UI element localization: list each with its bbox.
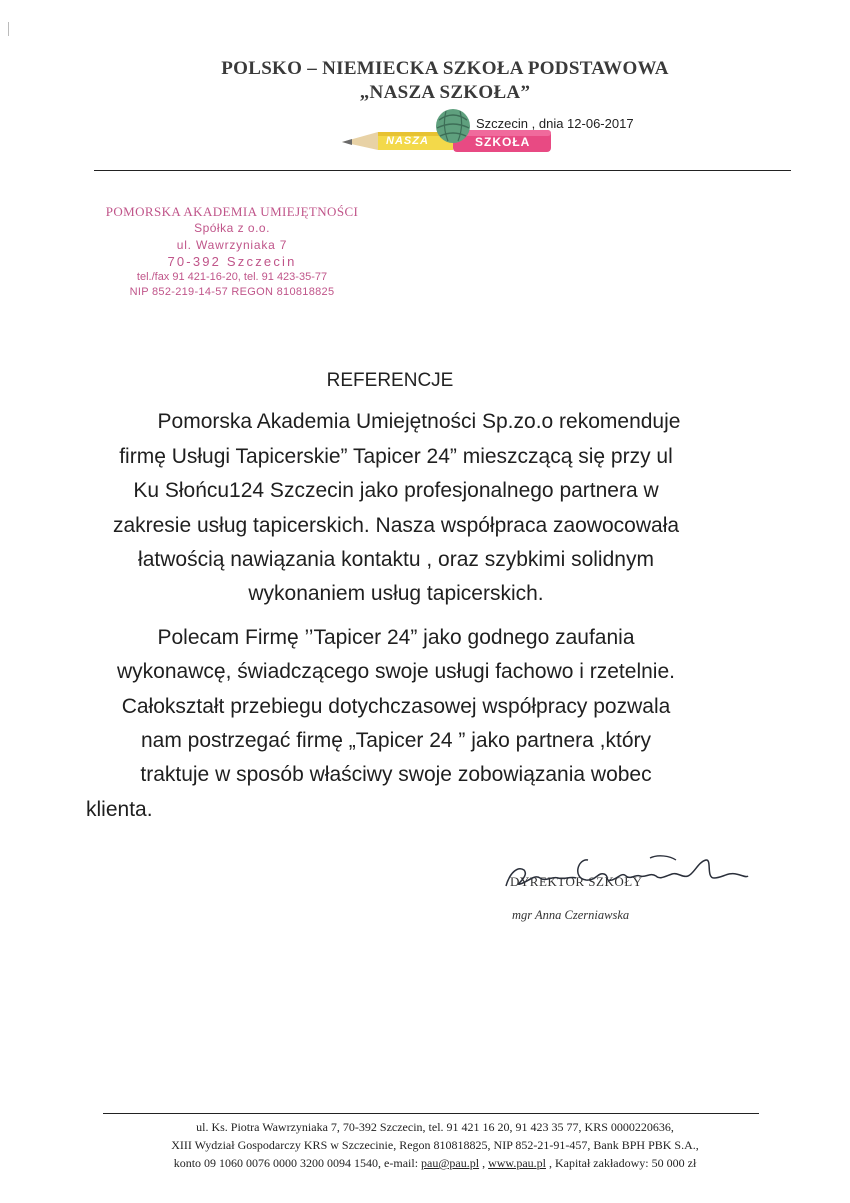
footer-bank-account: konto 09 1060 0076 0000 3200 0094 1540, e-mail:	[173, 1156, 422, 1170]
stamp-company-name: POMORSKA AKADEMIA UMIEJĘTNOŚCI	[105, 204, 359, 219]
signature-caption: DYREKTOR SZKOŁY	[510, 874, 643, 889]
stamp-nip-regon: NIP 852-219-14-57 REGON 810818825	[129, 286, 335, 298]
paragraph-line: firmę Usługi Tapicerskie” Tapicer 24” mieszczącą się przy ul	[119, 445, 673, 468]
paragraph-line: wykonaniem usług tapicerskich.	[248, 582, 544, 605]
footer-separator: ,	[479, 1156, 489, 1170]
paragraph-line: Ku Słońcu124 Szczecin jako profesjonalnego partnera w	[133, 479, 659, 502]
stamp-phone: tel./fax 91 421-16-20, tel. 91 423-35-77	[136, 271, 328, 283]
school-name-line2: „NASZA SZKOŁA”	[359, 82, 531, 103]
scan-edge-mark	[8, 22, 9, 36]
paragraph-line: Całokształt przebiegu dotychczasowej współpracy pozwala	[121, 695, 671, 718]
document-date: Szczecin , dnia 12-06-2017	[476, 116, 634, 131]
footer-email-link[interactable]: pau@pau.pl	[421, 1156, 480, 1170]
footer-divider	[103, 1113, 759, 1114]
stamp-company-type: Spółka z o.o.	[194, 221, 270, 235]
footer-contact	[0, 1156, 850, 1171]
logo-text-bottom: SZKOŁA	[475, 135, 531, 149]
footer-capital: , Kapitał zakładowy: 50 000 zł	[545, 1156, 697, 1170]
paragraph-line: nam postrzegać firmę „Tapicer 24 ” jako partnera ,który	[140, 729, 652, 752]
footer-address: ul. Ks. Piotra Wawrzyniaka 7, 70-392 Szczecin, tel. 91 421 16 20, 91 423 35 77, KRS 0000220636,	[196, 1120, 674, 1134]
paragraph-line: Pomorska Akademia Umiejętności Sp.zo.o rekomenduje	[157, 410, 681, 433]
paragraph-line: traktuje w sposób właściwy swoje zobowiązania wobec	[140, 763, 652, 786]
handwritten-signature	[500, 848, 750, 896]
school-name-line1: POLSKO – NIEMIECKA SZKOŁA PODSTAWOWA	[221, 58, 669, 79]
logo-text-top: NASZA	[386, 135, 429, 147]
header-divider	[94, 170, 791, 171]
paragraph-line: Polecam Firmę ’’Tapicer 24” jako godnego zaufania	[157, 626, 635, 649]
school-logo	[340, 108, 555, 154]
paragraph-line: łatwością nawiązania kontaktu , oraz szybkimi solidnym	[138, 548, 654, 571]
paragraph-line: zakresie usług tapicerskich. Nasza współpraca zaowocowała	[112, 514, 680, 537]
signatory-name: mgr Anna Czerniawska	[512, 908, 630, 922]
stamp-city: 70-392 Szczecin	[167, 254, 297, 269]
footer-website-link[interactable]: www.pau.pl	[488, 1156, 546, 1170]
paragraph-recommendation	[26, 410, 766, 610]
paragraph-line: wykonawcę, świadczącego swoje usługi fachowo i rzetelnie.	[117, 660, 675, 683]
paragraph-endorsement	[26, 626, 766, 832]
paragraph-line: klienta.	[86, 798, 153, 821]
footer-registration: XIII Wydział Gospodarczy KRS w Szczecinie, Regon 810818825, NIP 852-21-91-457, Bank BPH PBK S.A.,	[171, 1138, 699, 1152]
stamp-street: ul. Wawrzyniaka 7	[176, 238, 288, 252]
document-title: REFERENCJE	[326, 370, 454, 391]
